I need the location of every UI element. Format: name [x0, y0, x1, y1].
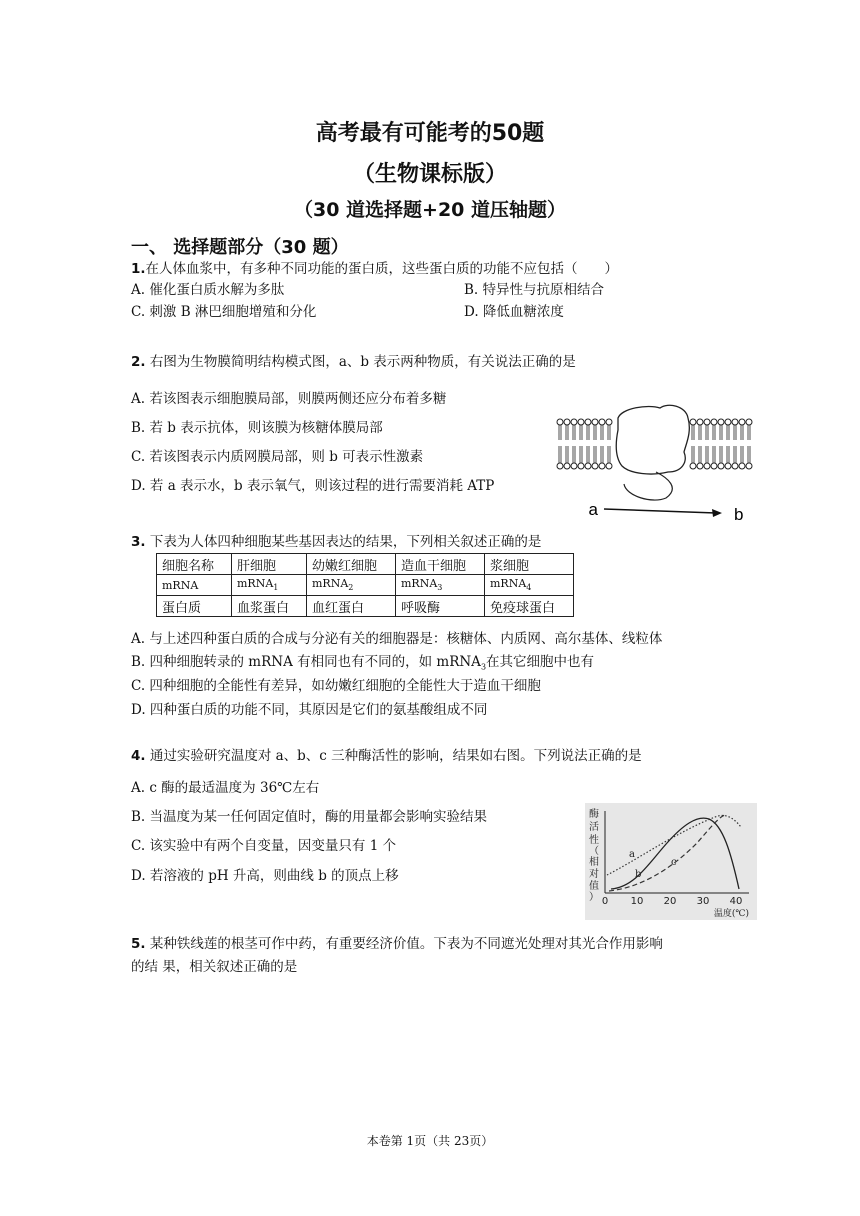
question-number: 1. [131, 261, 146, 277]
option-b: B. 四种细胞转录的 mRNA 有相同也有不同的，如 mRNA$_3$在其它细胞中也有 [131, 654, 595, 672]
svg-text:对: 对 [589, 869, 599, 880]
gene-expression-table [156, 553, 574, 617]
option-c: C. 若该图表示内质网膜局部，则 b 可表示性激素 [131, 449, 424, 465]
table-cell: 血红蛋白 [307, 596, 396, 617]
option-a: A. 若该图表示细胞膜局部，则膜两侧还应分布着多糖 [131, 391, 447, 407]
option-b: B. 当温度为某一任何固定值时，酶的用量都会影响实验结果 [131, 809, 488, 825]
transport-arrow [604, 509, 716, 513]
question-number: 4. [131, 748, 146, 764]
page-note: （30 道选择题+20 道压轴题） [293, 199, 567, 221]
question-number: 2. [131, 354, 146, 370]
option-c: C. 四种细胞的全能性有差异，如幼嫩红细胞的全能性大于造血干细胞 [131, 678, 541, 694]
table-cell: mRNA [157, 575, 232, 596]
x-tick: 0 [601, 896, 609, 907]
option-d: D. 若 a 表示水，b 表示氧气，则该过程的进行需要消耗 ATP [131, 478, 495, 494]
protein-loop [624, 472, 672, 500]
table-cell: mRNA$_4$ [485, 575, 574, 596]
stem-text: 右图为生物膜简明结构模式图，a、b 表示两种物质，有关说法正确的是 [149, 354, 576, 370]
table-cell: 肝细胞 [232, 554, 307, 575]
page-footer: 本卷第 1页（共 23页） [366, 1134, 494, 1148]
option-a: A. 与上述四种蛋白质的合成与分泌有关的细胞器是：核糖体、内质网、高尔基体、线粒体 [131, 631, 663, 647]
svg-text:值: 值 [589, 881, 599, 892]
stem-text: 下表为人体四种细胞某些基因表达的结果，下列相关叙述正确的是 [149, 534, 542, 550]
page-title: 高考最有可能考的50题 [315, 121, 545, 146]
table-cell: 幼嫩红细胞 [307, 554, 396, 575]
table-header-row [157, 554, 574, 575]
membrane-protein [616, 405, 689, 474]
question-stem [131, 352, 576, 372]
svg-text:性: 性 [589, 835, 599, 846]
option-b: B. 若 b 表示抗体，则该膜为核糖体膜局部 [131, 420, 383, 436]
stem-text: 通过实验研究温度对 a、b、c 三种酶活性的影响，结果如右图。下列说法正确的是 [149, 748, 642, 764]
x-tick: 10 [630, 896, 644, 907]
curve-label-a: a [629, 849, 635, 860]
table-row-protein [157, 596, 574, 617]
svg-text:相: 相 [589, 857, 599, 868]
question-number: 5. [131, 936, 146, 952]
question-stem [131, 259, 618, 279]
table-cell: 免疫球蛋白 [485, 596, 574, 617]
table-cell: mRNA$_3$ [396, 575, 485, 596]
option-a: A. 催化蛋白质水解为多肽 [131, 282, 285, 298]
option-d: D. 四种蛋白质的功能不同，其原因是它们的氨基酸组成不同 [131, 702, 488, 718]
membrane-diagram [556, 400, 756, 525]
svg-text:）: ） [589, 892, 599, 903]
question-number: 3. [131, 534, 146, 550]
table-cell: 细胞名称 [157, 554, 232, 575]
section-heading: 一、 选择题部分（30 题） [131, 237, 349, 258]
y-axis-label [589, 807, 599, 903]
option-c: C. 该实验中有两个自变量，因变量只有 1 个 [131, 838, 397, 854]
label-b: b [734, 505, 744, 524]
page-subtitle: （生物课标版） [352, 162, 507, 187]
option-d: D. 降低血糖浓度 [464, 304, 564, 320]
question-stem-continued: 的结 果，相关叙述正确的是 [131, 959, 298, 975]
curve-label-b: b [635, 869, 642, 880]
table-cell: 蛋白质 [157, 596, 232, 617]
x-tick: 40 [729, 896, 743, 907]
option-b: B. 特异性与抗原相结合 [464, 282, 605, 298]
table-cell: 浆细胞 [485, 554, 574, 575]
x-tick: 20 [663, 896, 677, 907]
x-axis-label: 温度(℃) [713, 909, 749, 919]
table-row-mrna [157, 575, 574, 596]
table-cell: 造血干细胞 [396, 554, 485, 575]
svg-text:酶: 酶 [589, 809, 599, 820]
stem-text: 某种铁线莲的根茎可作中药，有重要经济价值。下表为不同遮光处理对其光合作用影响 [149, 936, 663, 952]
question-stem [131, 934, 663, 954]
enzyme-activity-chart [585, 803, 757, 920]
option-c: C. 刺激 B 淋巴细胞增殖和分化 [131, 304, 317, 320]
table-cell: mRNA$_1$ [232, 575, 307, 596]
question-stem [131, 746, 642, 766]
table-cell: 呼吸酶 [396, 596, 485, 617]
option-a: A. c 酶的最适温度为 36℃左右 [131, 780, 320, 796]
x-tick: 30 [696, 896, 710, 907]
option-d: D. 若溶液的 pH 升高，则曲线 b 的顶点上移 [131, 868, 399, 884]
svg-text:（: （ [589, 846, 599, 857]
curve-label-c: c [671, 857, 677, 868]
table-cell: mRNA$_2$ [307, 575, 396, 596]
label-a: a [588, 500, 598, 519]
question-stem [131, 532, 541, 552]
table-cell: 血浆蛋白 [232, 596, 307, 617]
stem-text: 在人体血浆中，有多种不同功能的蛋白质，这些蛋白质的功能不应包括（ ） [145, 261, 619, 277]
svg-text:活: 活 [589, 822, 599, 833]
